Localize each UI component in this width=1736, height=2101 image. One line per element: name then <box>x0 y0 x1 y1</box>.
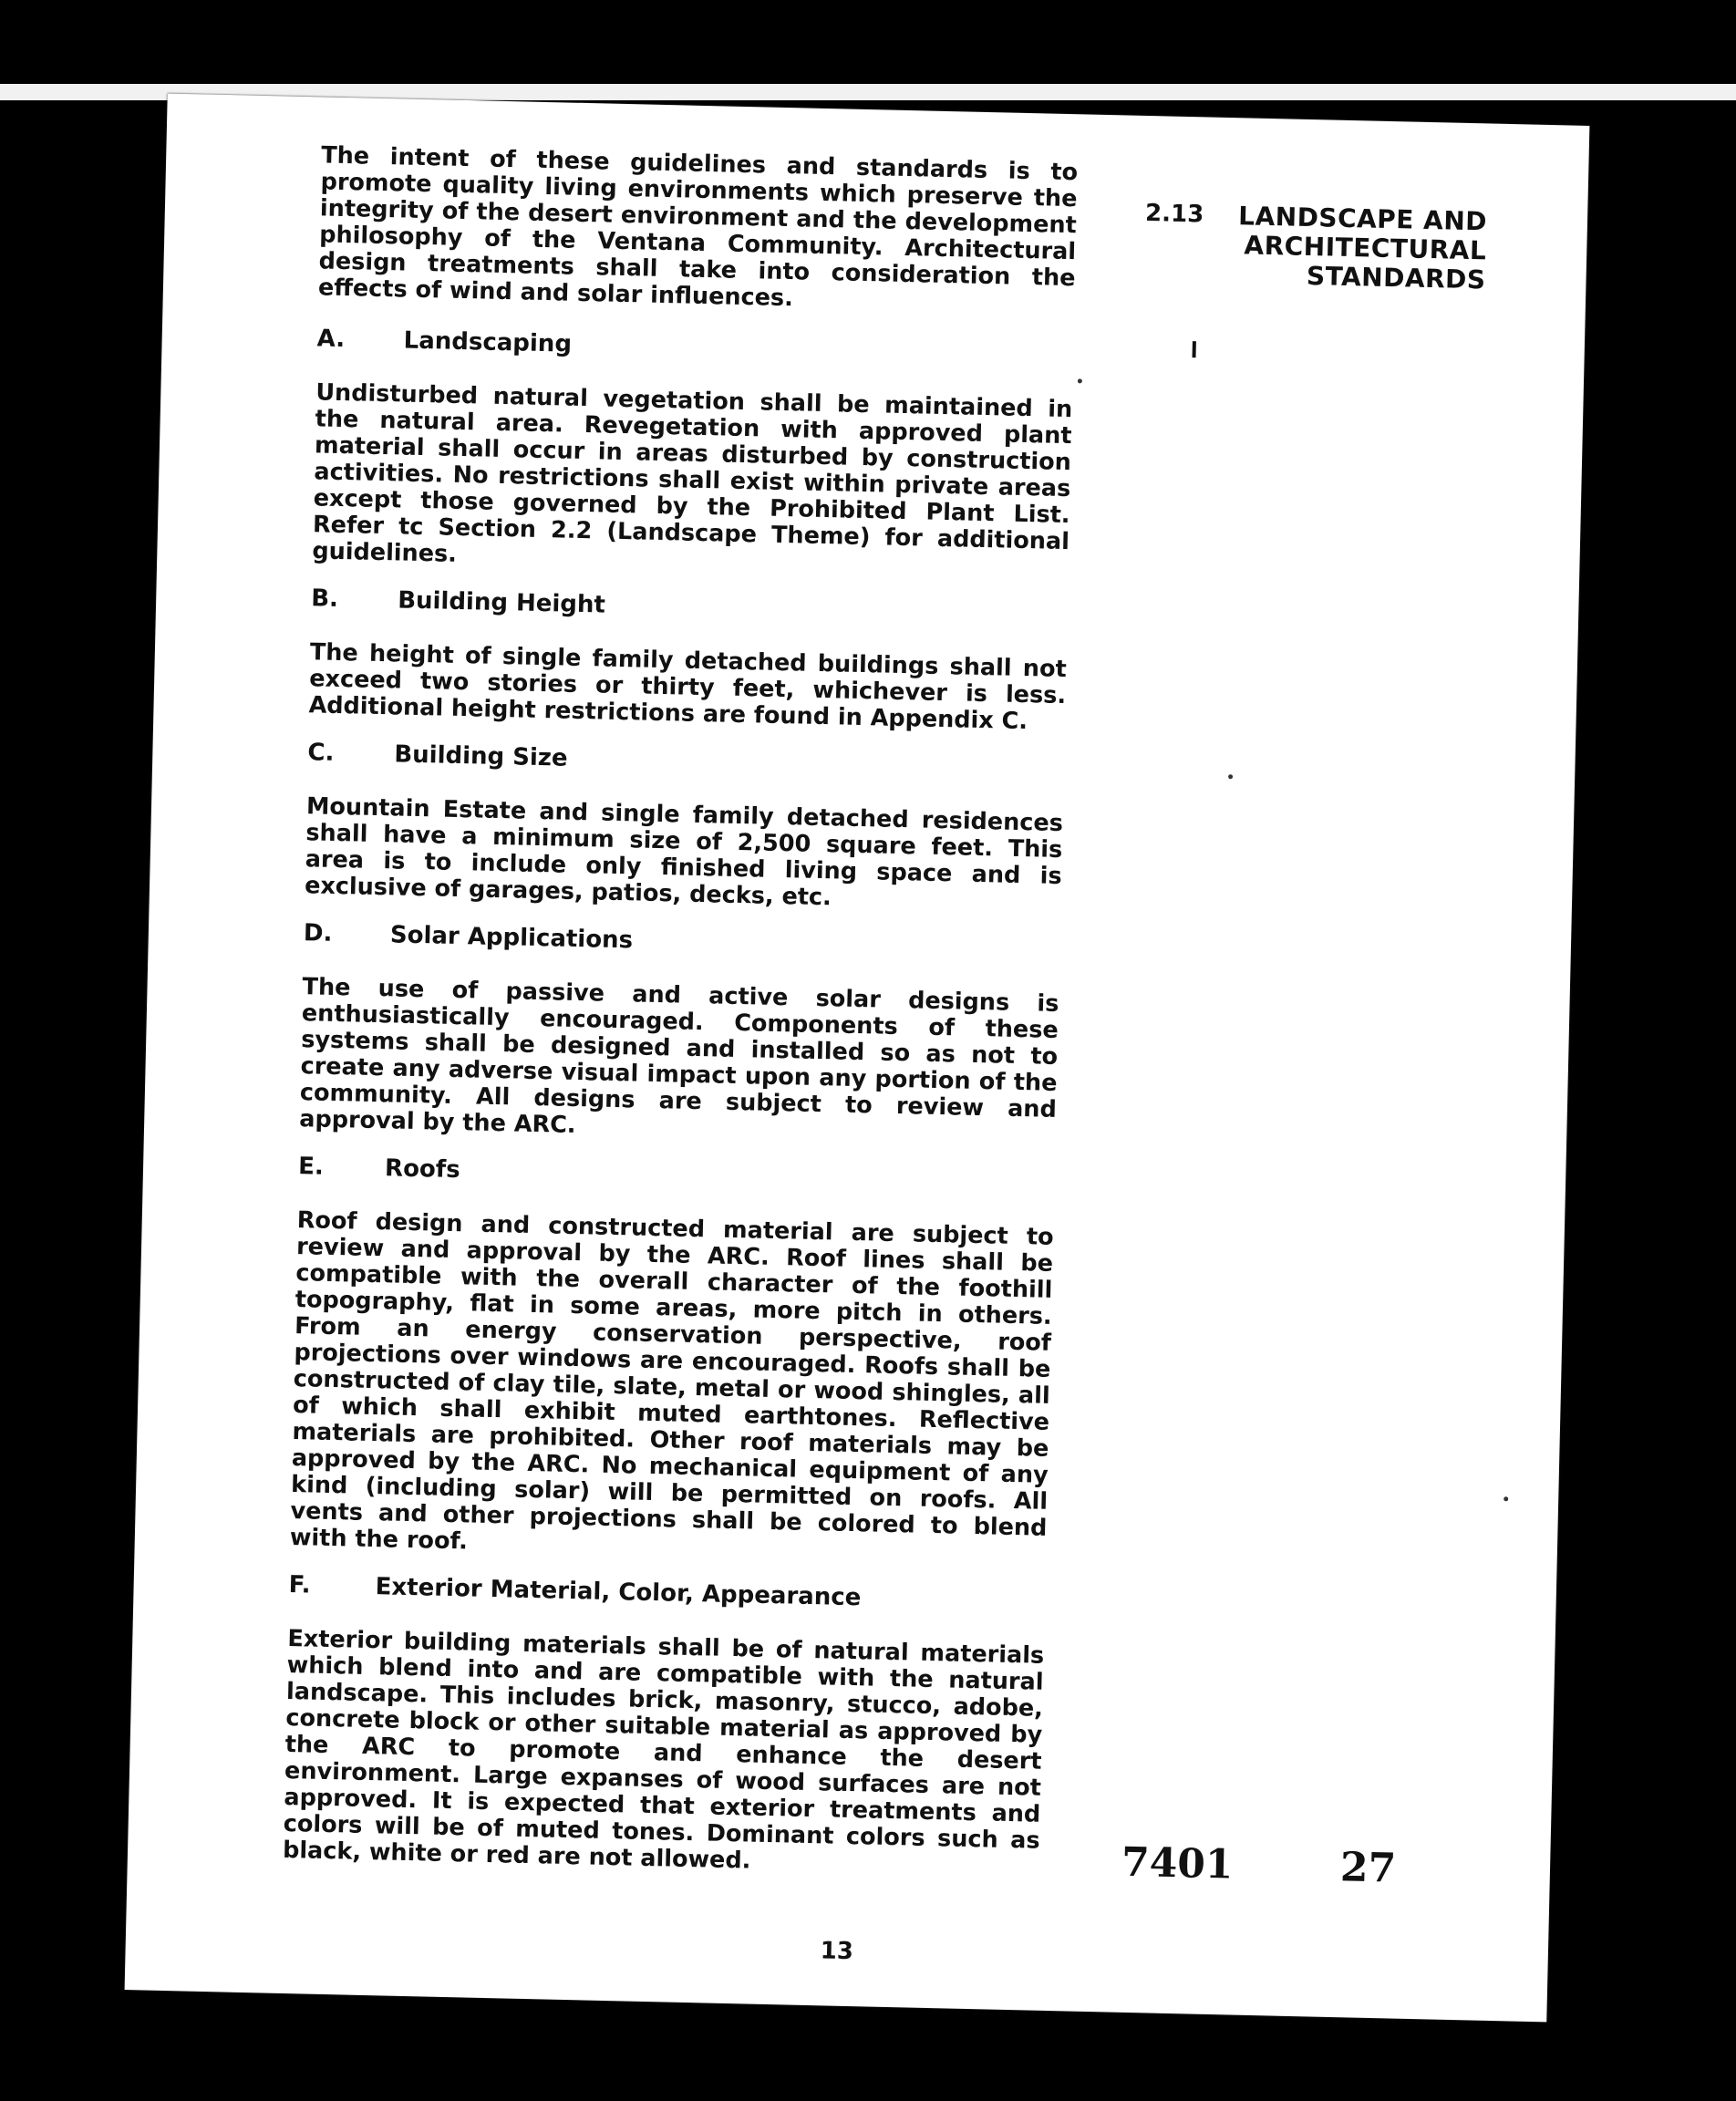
tick-mark <box>1193 341 1196 357</box>
section-letter: E. <box>297 1153 325 1181</box>
section-number: 2.13 <box>1144 199 1204 229</box>
document-page <box>125 94 1590 2023</box>
stamp-code: 7401 <box>1121 1838 1235 1889</box>
page-content <box>125 94 1590 2023</box>
stamp-number: 27 <box>1339 1844 1397 1892</box>
page-number: 13 <box>820 1937 854 1966</box>
section-c <box>305 739 1065 916</box>
section-title: Building Size <box>394 740 568 772</box>
section-heading <box>298 1153 1055 1197</box>
section-body: Roof design and constructed material are subject to review and approval by the ARC. Roof lines shall be compatible with the overall character of the foothill topography, flat in some areas, more pitch in others. From an energy conservation perspective, roof projections over windows are encouraged. Roofs shall be constructed of clay tile, slate, metal or wood shingles, all of which shall exhibit muted earthtones. Reflective materials are prohibited. Other roof materials may be approved by the ARC. No mechanical equipment of any kind (including solar) will be permitted on roofs. All vents and other projections shall be colored to blend with the roof. <box>289 1206 1054 1556</box>
section-f <box>283 1571 1046 1881</box>
section-a <box>312 325 1074 582</box>
section-d <box>299 919 1060 1150</box>
section-letter: F. <box>288 1571 311 1599</box>
section-e <box>290 1153 1056 1568</box>
section-title: Landscaping <box>403 326 573 358</box>
section-letter: C. <box>307 739 335 767</box>
scan-speck <box>1504 1496 1508 1501</box>
section-heading <box>316 325 1073 369</box>
section-b <box>308 585 1068 736</box>
section-title: Roofs <box>384 1154 460 1185</box>
side-heading-line: STANDARDS <box>1306 260 1486 295</box>
section-title: Building Height <box>397 586 606 619</box>
intro-paragraph: The intent of these guidelines and standards is to promote quality living environments which preserve the integrity of the desert environment and the development philosophy of the Ventana Community. Architectural design treatments shall take into consideration the effects of wind and solar influences. <box>317 141 1079 313</box>
scan-speck <box>1228 774 1233 779</box>
scan-speck <box>1078 378 1082 383</box>
section-heading <box>304 919 1060 964</box>
section-letter: D. <box>303 919 333 947</box>
section-letter: A. <box>316 325 346 354</box>
section-body: Mountain Estate and single family detached residences shall have a minimum size of 2,500 square feet. This area is to include only finished living space and is exclusive of garages, patios, decks, etc. <box>304 792 1064 912</box>
section-title: Solar Applications <box>389 921 634 955</box>
side-heading-line: ARCHITECTURAL <box>1244 230 1487 266</box>
section-body: Undisturbed natural vegetation shall be maintained in the natural area. Revegetation with approved plant material shall occur in areas disturbed by construction activities. No restrictions shall exist within private areas except those governed by the Prohibited Plant List. Refer tc Section 2.2 (Landscape Theme) for additional guidelines. <box>312 378 1073 568</box>
section-body: The use of passive and active solar designs is enthusiastically encouraged. Components of these systems shall be designed and installed so as not to create any adverse visual impact upon any portion of the community. All designs are subject to review and approval by the ARC. <box>298 973 1059 1140</box>
side-heading-line: LANDSCAPE AND <box>1237 201 1488 237</box>
side-heading <box>1157 200 1487 295</box>
section-heading <box>288 1571 1045 1616</box>
section-letter: B. <box>310 585 339 613</box>
section-body: Exterior building materials shall be of natural materials which blend into and are compatible with the natural landscape. This includes brick, masonry, stucco, adobe, concrete block or other suitable material as approved by the ARC to promote and enhance the desert environment. Large expanses of wood surfaces are not approved. It is expected that exterior treatments and colors will be of muted tones. Dominant colors such as black, white or red are not allowed. <box>282 1624 1045 1875</box>
section-heading <box>311 585 1068 629</box>
section-title: Exterior Material, Color, Appearance <box>375 1573 862 1612</box>
section-heading <box>307 739 1064 783</box>
main-column <box>282 142 1078 1900</box>
section-body: The height of single family detached buildings shall not exceed two stories or thirty feet, whichever is less. Additional height restrictions are found in Appendix C. <box>308 638 1068 736</box>
